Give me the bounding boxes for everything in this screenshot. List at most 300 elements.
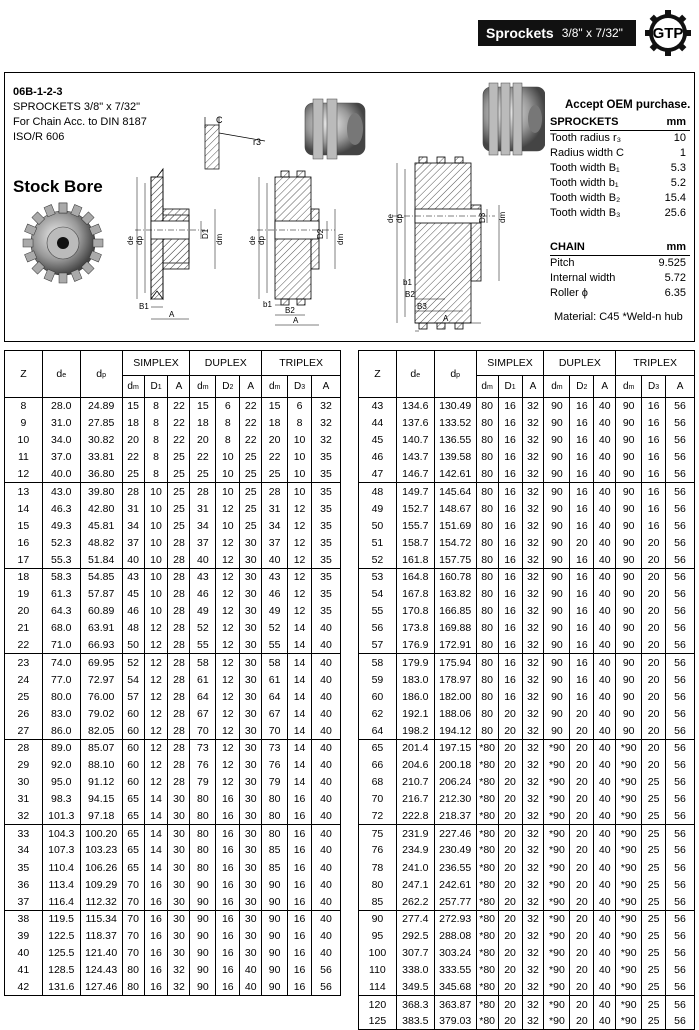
table-cell: 20: [498, 859, 522, 876]
table-cell: 32: [522, 449, 544, 466]
table-cell: 40: [594, 1013, 616, 1030]
table-cell: 90: [616, 637, 642, 654]
table-cell: 14: [288, 637, 312, 654]
table-cell: 10: [216, 449, 240, 466]
table-cell: 30: [168, 808, 190, 825]
table-cell: 44: [359, 415, 397, 432]
table-cell: 90: [544, 466, 570, 483]
table-cell: 76: [262, 756, 288, 773]
table-cell: 20: [570, 791, 594, 808]
logo-text: GTP: [652, 25, 684, 42]
table-cell: 70: [122, 876, 144, 893]
table-cell: 32: [5, 808, 43, 825]
table-cell: 170.8: [396, 603, 434, 620]
table-cell: 90: [544, 415, 570, 432]
col-duplex: DUPLEX: [544, 351, 616, 376]
table-cell: 56: [666, 568, 695, 585]
table-cell: 80: [190, 825, 216, 842]
table-cell: 20: [570, 756, 594, 773]
dimension-table-right: [358, 350, 695, 1030]
table-cell: 40: [594, 449, 616, 466]
table-row: [359, 808, 695, 825]
table-cell: 16: [216, 842, 240, 859]
property-value: 15.4: [664, 191, 686, 204]
table-cell: 70: [122, 893, 144, 910]
table-cell: 379.03: [434, 1013, 476, 1030]
table-cell: 173.8: [396, 620, 434, 637]
table-cell: 90: [616, 705, 642, 722]
table-cell: 20: [570, 979, 594, 996]
table-cell: 43.0: [42, 483, 80, 500]
table-cell: *80: [476, 945, 498, 962]
table-cell: 154.72: [434, 534, 476, 551]
table-cell: 90: [262, 910, 288, 927]
table-cell: 67: [190, 705, 216, 722]
table-cell: 56: [666, 586, 695, 603]
table-cell: *80: [476, 962, 498, 979]
material-note: Material: C45 *Weld-n hub: [554, 311, 683, 323]
table-cell: 40: [312, 859, 341, 876]
table-cell: 79: [262, 774, 288, 791]
table-cell: 92.0: [42, 756, 80, 773]
table-row: [5, 739, 341, 756]
table-cell: 182.00: [434, 688, 476, 705]
table-cell: 12: [144, 774, 168, 791]
table-cell: 25: [168, 449, 190, 466]
table-cell: 9: [5, 415, 43, 432]
table-row: [359, 620, 695, 637]
table-cell: 16: [498, 415, 522, 432]
table-cell: 25: [642, 893, 666, 910]
table-cell: 40.0: [42, 466, 80, 483]
table-cell: 90: [616, 620, 642, 637]
table-cell: 25: [642, 962, 666, 979]
table-cell: 307.7: [396, 945, 434, 962]
sprocket-header-row: [550, 115, 690, 130]
table-cell: 12: [216, 586, 240, 603]
table-cell: 55: [359, 603, 397, 620]
table-cell: 90: [190, 910, 216, 927]
table-cell: 14: [288, 774, 312, 791]
table-row: [359, 500, 695, 517]
table-cell: 88.10: [80, 756, 122, 773]
table-cell: 55: [190, 637, 216, 654]
table-cell: 40: [594, 945, 616, 962]
table-cell: 16: [498, 517, 522, 534]
table-cell: 12: [216, 722, 240, 739]
table-cell: 90: [616, 586, 642, 603]
table-cell: 20: [642, 688, 666, 705]
table-cell: 12: [216, 620, 240, 637]
table-row: [5, 756, 341, 773]
table-cell: 167.8: [396, 586, 434, 603]
table-cell: 16: [144, 876, 168, 893]
table-cell: 12: [144, 688, 168, 705]
table-cell: 32: [522, 996, 544, 1013]
table-cell: 90: [616, 534, 642, 551]
table-cell: *80: [476, 910, 498, 927]
table-cell: 54: [122, 671, 144, 688]
table-cell: 16: [570, 432, 594, 449]
property-label: Internal width: [550, 271, 616, 284]
table-header-row: [5, 351, 341, 376]
table-cell: 90: [616, 449, 642, 466]
table-cell: 28: [122, 483, 144, 500]
table-cell: 34: [190, 517, 216, 534]
table-cell: 72.97: [80, 671, 122, 688]
table-cell: 34.0: [42, 432, 80, 449]
table-cell: 90: [544, 500, 570, 517]
table-cell: 16: [642, 449, 666, 466]
table-cell: 16: [570, 688, 594, 705]
table-cell: 32: [522, 979, 544, 996]
table-cell: 95: [359, 927, 397, 944]
table-row: [359, 517, 695, 534]
table-cell: 20: [570, 825, 594, 842]
col-A: A: [240, 376, 262, 398]
table-cell: 48.82: [80, 534, 122, 551]
table-cell: 20: [570, 808, 594, 825]
table-cell: 14: [288, 688, 312, 705]
table-cell: 164.8: [396, 568, 434, 585]
table-cell: 56: [666, 551, 695, 568]
table-cell: 30: [168, 945, 190, 962]
table-cell: 121.40: [80, 945, 122, 962]
table-cell: 20: [570, 774, 594, 791]
page-size: 3/8" x 7/32": [561, 26, 623, 40]
table-cell: 82.05: [80, 722, 122, 739]
table-cell: 65: [122, 808, 144, 825]
table-cell: 131.6: [42, 979, 80, 996]
label-s-B1: B1: [139, 302, 149, 311]
table-cell: *90: [616, 1013, 642, 1030]
stock-bore-photo: [23, 203, 103, 283]
title-tab: [478, 20, 636, 46]
table-cell: 40: [594, 654, 616, 671]
table-cell: 56: [666, 791, 695, 808]
table-cell: 40: [594, 500, 616, 517]
table-cell: 272.93: [434, 910, 476, 927]
table-cell: 32: [522, 705, 544, 722]
table-cell: 151.69: [434, 517, 476, 534]
table-cell: 12: [216, 774, 240, 791]
table-cell: 56: [666, 842, 695, 859]
table-cell: 12: [216, 551, 240, 568]
table-cell: 28: [168, 534, 190, 551]
table-cell: 15: [122, 398, 144, 415]
table-cell: 60: [122, 774, 144, 791]
table-row: [359, 842, 695, 859]
col-z: Z: [359, 351, 397, 398]
table-cell: 12: [144, 739, 168, 756]
table-cell: 80: [476, 586, 498, 603]
table-cell: 28: [168, 551, 190, 568]
triplex-photo: [483, 83, 545, 155]
table-cell: 10: [144, 534, 168, 551]
table-cell: 10: [216, 483, 240, 500]
table-cell: 146.7: [396, 466, 434, 483]
col-A: A: [666, 376, 695, 398]
table-cell: 16: [288, 876, 312, 893]
table-row: [359, 415, 695, 432]
table-cell: 25: [642, 842, 666, 859]
table-cell: 79: [190, 774, 216, 791]
table-cell: 90: [544, 586, 570, 603]
table-cell: 28: [168, 722, 190, 739]
table-cell: 40: [594, 910, 616, 927]
table-cell: 20: [498, 774, 522, 791]
label-s-dm: dm: [215, 233, 224, 245]
table-cell: 56: [666, 739, 695, 756]
table-cell: 32: [522, 483, 544, 500]
table-cell: 90: [616, 688, 642, 705]
table-cell: 36: [5, 876, 43, 893]
table-cell: 10: [288, 483, 312, 500]
table-cell: 149.7: [396, 483, 434, 500]
property-row: [550, 160, 690, 175]
table-cell: 76.00: [80, 688, 122, 705]
table-cell: 56: [666, 483, 695, 500]
table-cell: 40: [594, 586, 616, 603]
table-cell: 25: [642, 825, 666, 842]
table-cell: 32: [522, 1013, 544, 1030]
table-cell: 40: [594, 876, 616, 893]
table-row: [359, 791, 695, 808]
table-cell: 25: [5, 688, 43, 705]
table-row: [359, 1013, 695, 1030]
table-cell: 37.0: [42, 449, 80, 466]
table-cell: 16: [288, 791, 312, 808]
table-cell: 16: [642, 517, 666, 534]
table-cell: 22: [168, 398, 190, 415]
table-cell: 16: [216, 808, 240, 825]
table-cell: 40: [312, 927, 341, 944]
table-cell: 25: [168, 466, 190, 483]
col-simplex: SIMPLEX: [476, 351, 544, 376]
table-cell: 30: [240, 534, 262, 551]
property-value: 25.6: [664, 206, 686, 219]
table-cell: 16: [498, 620, 522, 637]
table-cell: 89.0: [42, 739, 80, 756]
table-cell: 65: [122, 859, 144, 876]
table-cell: 16: [498, 551, 522, 568]
table-cell: 90: [616, 517, 642, 534]
table-cell: 56: [666, 517, 695, 534]
table-cell: 28: [168, 620, 190, 637]
col-dm: dm: [262, 376, 288, 398]
table-cell: 80.0: [42, 688, 80, 705]
table-cell: *80: [476, 774, 498, 791]
table-cell: 20: [498, 842, 522, 859]
table-cell: 12: [216, 654, 240, 671]
table-cell: 40: [312, 893, 341, 910]
table-cell: 25: [642, 774, 666, 791]
table-cell: 56: [666, 945, 695, 962]
table-cell: 30: [240, 586, 262, 603]
table-cell: 20: [498, 876, 522, 893]
property-value: 5.2: [670, 176, 686, 189]
table-cell: 80: [476, 534, 498, 551]
table-cell: 14: [288, 705, 312, 722]
table-cell: 40: [240, 979, 262, 996]
table-cell: 90: [544, 671, 570, 688]
table-row: [5, 654, 341, 671]
col-D1: D1: [498, 376, 522, 398]
table-row: [359, 398, 695, 415]
table-cell: *90: [544, 1013, 570, 1030]
table-cell: 35: [312, 603, 341, 620]
table-cell: 12: [144, 722, 168, 739]
table-cell: 37: [122, 534, 144, 551]
table-cell: 16: [498, 449, 522, 466]
table-row: [5, 637, 341, 654]
table-cell: 90: [544, 398, 570, 415]
table-cell: 54: [359, 586, 397, 603]
table-cell: 116.4: [42, 893, 80, 910]
table-cell: 222.8: [396, 808, 434, 825]
table-cell: 46.3: [42, 500, 80, 517]
table-cell: 12: [216, 534, 240, 551]
table-cell: *80: [476, 927, 498, 944]
table-cell: 115.34: [80, 910, 122, 927]
table-cell: 40: [594, 415, 616, 432]
table-cell: 80: [476, 637, 498, 654]
table-row: [5, 517, 341, 534]
table-cell: 40: [312, 620, 341, 637]
table-cell: 70: [122, 927, 144, 944]
label-d-D2: D2: [316, 228, 325, 239]
table-cell: 20: [498, 722, 522, 739]
col-dm: dm: [190, 376, 216, 398]
table-cell: 127.46: [80, 979, 122, 996]
table-cell: 40: [594, 756, 616, 773]
table-cell: 37: [5, 893, 43, 910]
property-row: [550, 205, 690, 220]
table-cell: 35: [312, 551, 341, 568]
table-cell: 64: [262, 688, 288, 705]
table-cell: *90: [616, 739, 642, 756]
table-cell: 56: [666, 927, 695, 944]
duplex-photo: [305, 99, 365, 159]
table-cell: 30: [240, 688, 262, 705]
table-cell: 16: [498, 483, 522, 500]
table-cell: 30: [240, 893, 262, 910]
table-cell: 143.7: [396, 449, 434, 466]
property-row: [550, 130, 690, 145]
table-cell: 28: [168, 756, 190, 773]
table-cell: 46: [190, 586, 216, 603]
table-cell: 94.15: [80, 791, 122, 808]
table-cell: 46: [262, 586, 288, 603]
table-cell: 56: [312, 962, 341, 979]
table-cell: 142.61: [434, 466, 476, 483]
table-cell: 20: [5, 603, 43, 620]
table-cell: 16: [498, 586, 522, 603]
table-cell: 16: [288, 893, 312, 910]
table-cell: 16: [216, 825, 240, 842]
table-cell: 46: [122, 603, 144, 620]
table-cell: 16: [570, 637, 594, 654]
table-cell: 80: [262, 791, 288, 808]
table-row: [359, 671, 695, 688]
table-cell: 25: [642, 1013, 666, 1030]
table-cell: 40: [312, 825, 341, 842]
table-cell: *90: [544, 893, 570, 910]
table-cell: 90: [262, 876, 288, 893]
table-cell: 35: [312, 568, 341, 585]
table-row: [359, 586, 695, 603]
property-label: Tooth width B₃: [550, 206, 621, 219]
table-cell: 90: [616, 483, 642, 500]
table-cell: 68.0: [42, 620, 80, 637]
table-cell: 333.55: [434, 962, 476, 979]
table-cell: 90: [616, 466, 642, 483]
table-cell: 218.37: [434, 808, 476, 825]
property-label: Tooth width b₁: [550, 176, 619, 189]
table-cell: 30: [240, 756, 262, 773]
table-cell: 8: [144, 398, 168, 415]
table-cell: 90: [544, 483, 570, 500]
label-d-A: A: [293, 316, 299, 325]
col-triplex: TRIPLEX: [262, 351, 341, 376]
col-D1: D1: [144, 376, 168, 398]
table-cell: 12: [216, 688, 240, 705]
table-cell: 12: [144, 671, 168, 688]
table-cell: 40: [594, 517, 616, 534]
table-cell: 32: [522, 671, 544, 688]
table-cell: 32: [522, 415, 544, 432]
table-cell: 80: [190, 808, 216, 825]
table-cell: 16: [570, 620, 594, 637]
table-cell: 8: [144, 466, 168, 483]
table-cell: 12: [288, 568, 312, 585]
table-cell: 16: [570, 654, 594, 671]
simplex-section: [126, 169, 224, 319]
table-cell: 28: [168, 705, 190, 722]
table-cell: 288.08: [434, 927, 476, 944]
table-cell: *90: [544, 842, 570, 859]
table-row: [359, 859, 695, 876]
table-cell: 16: [570, 500, 594, 517]
table-cell: 28: [5, 739, 43, 756]
label-r3: r3: [253, 137, 262, 147]
table-cell: 20: [642, 603, 666, 620]
table-cell: 25: [262, 466, 288, 483]
col-triplex: TRIPLEX: [616, 351, 695, 376]
table-cell: 40: [312, 791, 341, 808]
table-cell: 31: [190, 500, 216, 517]
table-header-row: [359, 351, 695, 376]
table-row: [359, 466, 695, 483]
table-row: [5, 568, 341, 585]
table-cell: 148.67: [434, 500, 476, 517]
table-cell: 15: [190, 398, 216, 415]
table-row: [359, 483, 695, 500]
table-cell: 90: [616, 722, 642, 739]
table-cell: 363.87: [434, 996, 476, 1013]
table-cell: 16: [570, 586, 594, 603]
table-cell: 90: [190, 876, 216, 893]
table-cell: 65: [122, 825, 144, 842]
table-cell: 58.3: [42, 568, 80, 585]
table-cell: 14: [288, 654, 312, 671]
spec-line: SPROCKETS 3/8" x 7/32": [13, 101, 141, 113]
table-cell: 35: [312, 466, 341, 483]
table-cell: 175.94: [434, 654, 476, 671]
table-cell: 32: [168, 962, 190, 979]
table-cell: *90: [616, 945, 642, 962]
table-cell: 25: [122, 466, 144, 483]
